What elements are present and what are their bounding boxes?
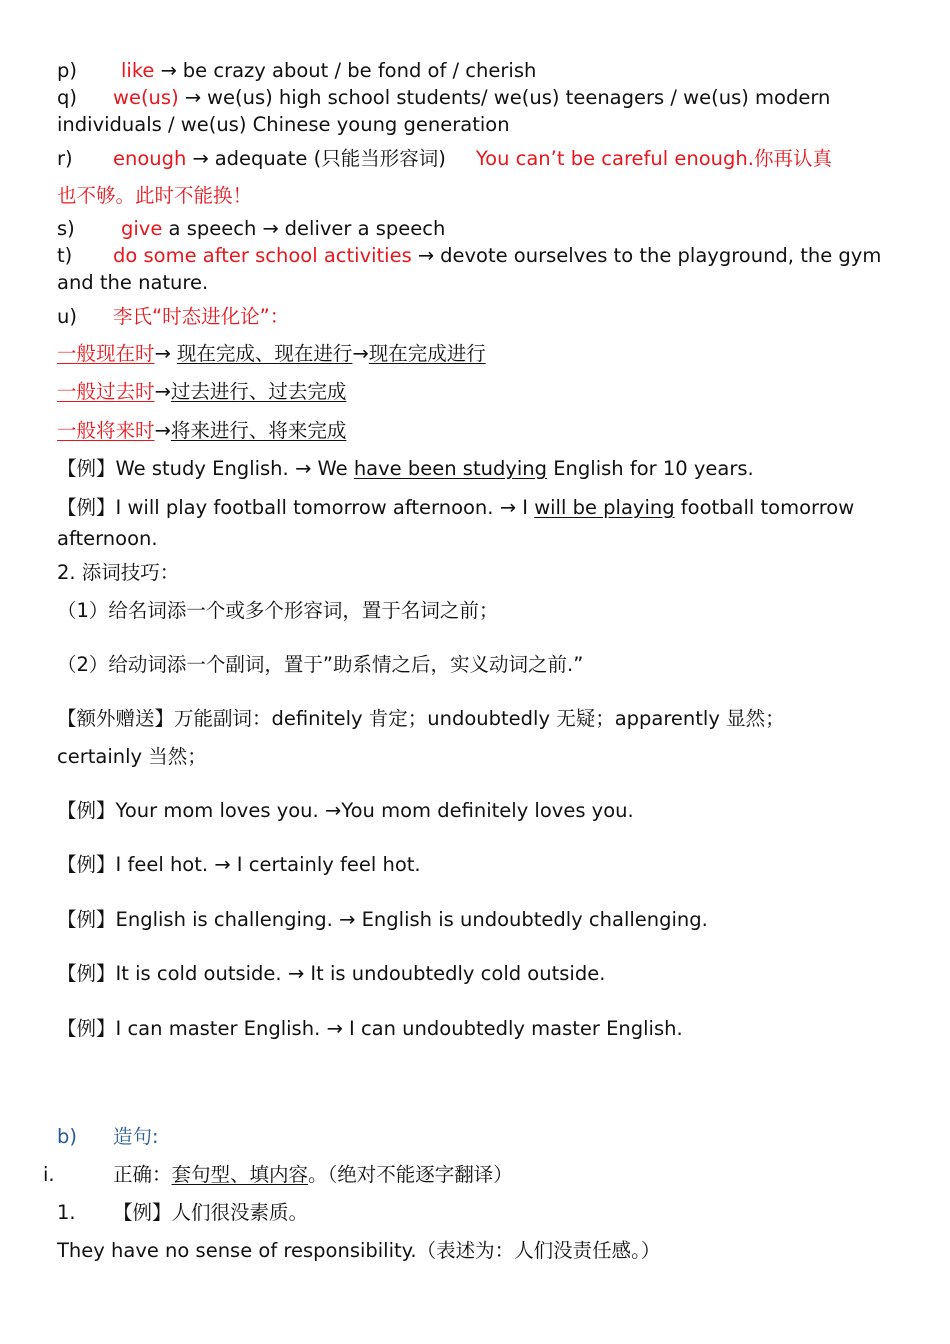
key-term: enough — [113, 147, 187, 170]
example-tag: 【例】 — [57, 962, 116, 985]
example-line — [57, 1015, 683, 1043]
skill-point: （1）给名词添一个或多个形容词，置于名词之前； — [57, 599, 499, 622]
example-tag: 【例】 — [57, 457, 116, 480]
replacement: we(us) high school students/ we(us) teenagers / we(us) modern — [207, 86, 831, 109]
replacement: be crazy about / be fond of / cherish — [182, 59, 537, 82]
example-line — [57, 960, 605, 988]
arrow-icon: → — [417, 244, 435, 267]
item-q-continued: individuals / we(us) Chinese young generation — [57, 113, 510, 136]
example-continued: afternoon. — [57, 527, 158, 550]
section-heading: 2. 添词技巧： — [57, 561, 180, 584]
key-term: we(us) — [113, 86, 179, 109]
example-text: I will play football tomorrow afternoon. → I — [115, 496, 535, 519]
term-suffix: a speech — [168, 217, 257, 240]
example-text: It is cold outside. → It is undoubtedly cold outside. — [115, 962, 606, 985]
example-tag: 【例】 — [113, 1201, 172, 1224]
item-t-continued: and the nature. — [57, 271, 209, 294]
tense-row — [57, 417, 346, 445]
arrow-icon: → — [192, 147, 209, 170]
section-b — [57, 1123, 159, 1151]
example-text: football tomorrow — [674, 496, 855, 519]
arrow-icon: → — [154, 342, 171, 365]
example-tag: 【例】 — [57, 496, 116, 519]
example-tag: 【例】 — [57, 799, 116, 822]
key-term: like — [121, 59, 155, 82]
numbered-item — [57, 1199, 308, 1227]
final-sentence: They have no sense of responsibility.（表述为：人们没责任感。） — [57, 1239, 661, 1262]
example-line — [57, 797, 634, 825]
bonus-text: 万能副词：definitely 肯定；undoubtedly 无疑；apparently 显然； — [174, 707, 785, 730]
section-text: 。（绝对不能逐字翻译） — [308, 1163, 513, 1186]
tense-base: 一般现在时 — [57, 342, 155, 365]
tense-row — [57, 340, 486, 368]
item-u — [57, 303, 289, 331]
replacement: devote ourselves to the playground, the gym — [440, 244, 882, 267]
arrow-icon: → — [352, 342, 369, 365]
key-term: give — [121, 217, 163, 240]
bonus-line — [57, 705, 785, 733]
item-label: t) — [57, 244, 73, 267]
section-text: 正确： — [113, 1163, 172, 1186]
skill-point: （2）给动词添一个副词，置于”助系情之后，实义动词之前.” — [57, 653, 584, 676]
section-i — [43, 1161, 513, 1189]
arrow-icon: → — [262, 217, 279, 240]
example-text: I can master English. → I can undoubtedly master English. — [115, 1017, 683, 1040]
section-underlined: 套句型、填内容 — [171, 1163, 309, 1186]
item-label: r) — [57, 147, 73, 170]
item-p — [57, 57, 536, 85]
example-line — [57, 906, 708, 934]
item-label: s) — [57, 217, 75, 240]
section-label: i. — [43, 1163, 55, 1186]
item-s — [57, 215, 445, 243]
example-text: I feel hot. → I certainly feel hot. — [115, 853, 421, 876]
example-tag: 【例】 — [57, 1017, 116, 1040]
item-r — [57, 145, 832, 173]
arrow-icon: → — [154, 380, 171, 403]
key-term: do some after school activities — [113, 244, 412, 267]
tense-evolved: 现在完成、现在进行 — [176, 342, 353, 365]
example-underlined: have been studying — [353, 457, 548, 480]
bonus-continued: certainly 当然； — [57, 745, 207, 768]
section-title: 造句: — [113, 1125, 159, 1148]
item-label: p) — [57, 59, 77, 82]
red-note-continued: 也不够。此时不能换！ — [57, 184, 253, 207]
example-line — [57, 455, 754, 483]
example-text: English for 10 years. — [547, 457, 754, 480]
item-label: 1. — [57, 1201, 76, 1224]
tense-evolved: 过去进行、过去完成 — [170, 380, 347, 403]
arrow-icon: → — [184, 86, 202, 109]
tense-row — [57, 378, 346, 406]
tense-evolved: 将来进行、将来完成 — [170, 419, 347, 442]
item-t — [57, 242, 881, 270]
replacement: deliver a speech — [284, 217, 446, 240]
example-line — [57, 851, 421, 879]
item-label: u) — [57, 305, 77, 328]
key-term: 李氏“时态进化论”： — [113, 305, 290, 328]
example-line — [57, 494, 854, 522]
replacement: adequate (只能当形容词) — [214, 147, 446, 170]
bonus-tag: 【额外赠送】 — [57, 707, 175, 730]
example-text: Your mom loves you. →You mom definitely loves you. — [115, 799, 634, 822]
tense-base: 一般过去时 — [57, 380, 155, 403]
example-tag: 【例】 — [57, 908, 116, 931]
item-label: q) — [57, 86, 77, 109]
tense-evolved: 现在完成进行 — [368, 342, 486, 365]
item-q — [57, 84, 830, 112]
example-underlined: will be playing — [534, 496, 675, 519]
example-text: English is challenging. → English is undoubtedly challenging. — [115, 908, 708, 931]
arrow-icon: → — [160, 59, 177, 82]
example-tag: 【例】 — [57, 853, 116, 876]
tense-base: 一般将来时 — [57, 419, 155, 442]
arrow-icon: → — [154, 419, 171, 442]
red-note: You can’t be careful enough.你再认真 — [475, 147, 832, 170]
example-text: We study English. → We — [115, 457, 354, 480]
section-label: b) — [57, 1125, 77, 1148]
example-text: 人们很没素质。 — [171, 1201, 309, 1224]
